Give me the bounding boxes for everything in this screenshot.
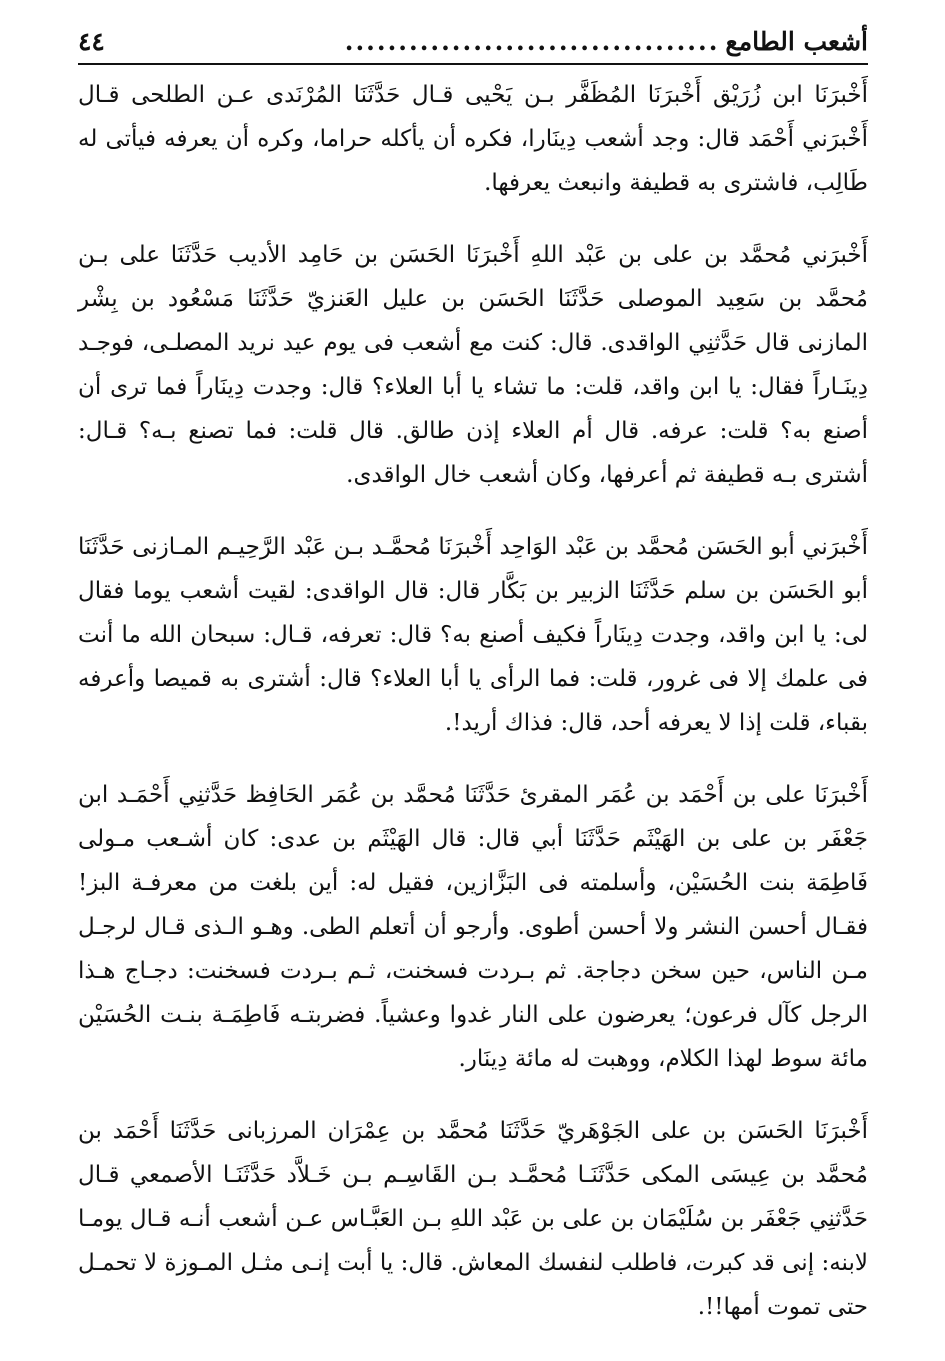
running-title: أشعب الطامع <box>725 27 868 56</box>
header-rule <box>78 63 868 65</box>
paragraph-1: أَخْبرَنَا ابن زُرَيْق أَخْبرَنَا المُظَفَّر بـن يَحْيى قـال حَدَّثَنَا المُرْنَدى عـن الطلحى قـال أَخْبرَني أَحْمَد قال: وجد أشعب دِينَارا، فكره أن يأكله حراما، وكره أن يعرفه فيأتى له طَالِب، فاشترى به قطيفة وانبعث يعرفها. <box>78 82 868 196</box>
paragraph-4: أَخْبرَنَا على بن أَحْمَد بن عُمَر المقرئ حَدَّثَنَا مُحمَّد بن عُمَر الحَافِظ حَدَّثنِي أَحْمَـد ابن جَعْفَر بن على بن الهَيْثَم حَدَّثَنَا أبي قال: قال الهَيْثَم بن عدى: كان أشـعب مـولى فَاطِمَة بنت الحُسَيْن، وأسلمته فى البَزَّازين، فقيل له: أين بلغت من معرفـة البز! فقـال أحسن النشر ولا أحسن أطوى. وأرجو أن أتعلم الطى. وهـو الـذى قـال لرجـل مـن الناس، حين سخن دجاجة. ثم بـردت فسخنت، ثـم بـردت فسخنت: دجـاج هـذا الرجل كآل فرعون؛ يعرضون على النار غدوا وعشياً. فضربتـه فَاطِمَـة بنـت الحُسَيْن مائة سوط لهذا الكلام، ووهبت له مائة دِينَار. <box>78 782 868 1072</box>
page-number: ٤٤ <box>78 27 105 56</box>
paragraph-2: أَخْبرَني مُحمَّد بن على بن عَبْد اللهِ أَخْبرَنَا الحَسَن بن حَامِد الأديب حَدَّثَنَا على بـن مُحمَّد بن سَعِيد الموصلى حَدَّثَنَا الحَسَن بن عليل العَنزيّ حَدَّثَنَا مَسْعُود بن بِشْر المازنى قال حَدَّثنِي الواقدى. قال: كنت مع أشعب فى يوم عيد نريد المصلـى، فوجـد دِينَـاراً فقال: يا ابن واقد، قلت: ما تشاء يا أبا العلاء؟ قال: وجدت دِينَاراً فما ترى أن أصنع به؟ قلت: عرفه. قال أم العلاء إذن طالق. قال قلت: فما تصنع بـه؟ قـال: أشترى بـه قطيفة ثم أعرفها، وكان أشعب خال الواقدى. <box>78 242 868 488</box>
book-page <box>78 22 868 1329</box>
header-dot-leader: ................................... <box>344 27 720 56</box>
running-header <box>78 22 868 62</box>
paragraph-3: أَخْبرَني أبو الحَسَن مُحمَّد بن عَبْد الوَاحِد أَخْبرَنَا مُحمَّـد بـن عَبْد الرَّحِيـم المـازنى حَدَّثَنَا أبو الحَسَن بن سلم حَدَّثَنَا الزبير بن بَكَّار قال: قال الواقدى: لقيت أشعب يوما فقال لى: يا ابن واقد، وجدت دِينَاراً فكيف أصنع به؟ قال: تعرفه، قـال: سبحان الله ما أنت فى علمك إلا فى غرور، قلت: فما الرأى يا أبا العلاء؟ قال: أشترى به قميصا وأعرفه بقباء، قلت إذا لا يعرفه أحد، قال: فذاك أريد!. <box>78 534 868 736</box>
paragraph-5: أَخْبرَنَا الحَسَن بن على الجَوْهَريّ حَدَّثَنَا مُحمَّد بن عِمْرَان المرزبانى حَدَّثَنَا أَحْمَد بن مُحمَّد بن عِيسَى المكى حَدَّثَنَـا مُحمَّـد بـن القَاسِـم بـن خَـلاَّد حَدَّثَنَـا الأصمعي قـال حَدَّثنِي جَعْفَر بن سُلَيْمَان بن على بن عَبْد اللهِ بـن العَبَّـاس عـن أشعب أنـه قـال يومـا لابنه: إنى قد كبرت، فاطلب لنفسك المعاش. قال: يا أبت إنـى مثـل المـوزة لا تحمـل حتى تموت أمها!!. <box>78 1118 868 1320</box>
